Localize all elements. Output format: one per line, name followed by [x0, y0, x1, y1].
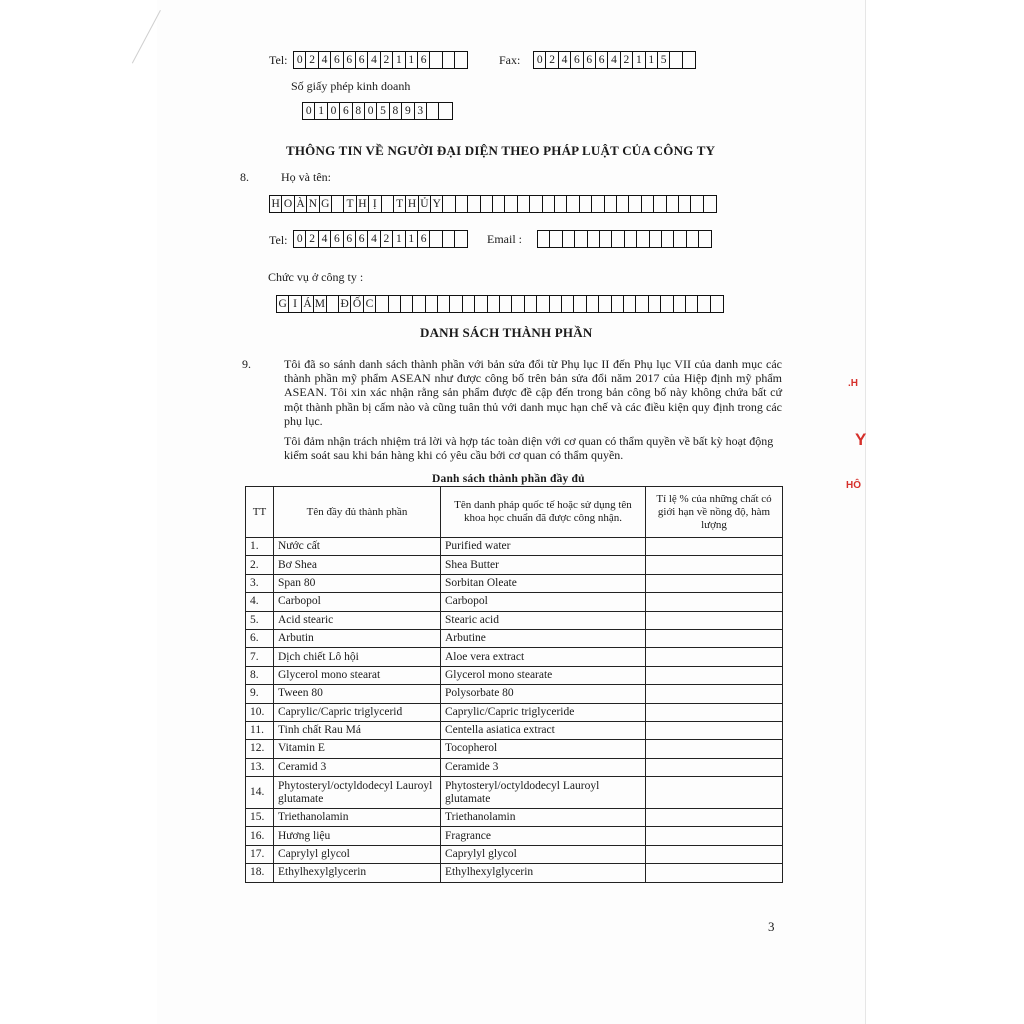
char-box: H: [270, 196, 282, 212]
char-box: [599, 296, 611, 312]
representative-title: THÔNG TIN VỀ NGƯỜI ĐẠI DIỆN THEO PHÁP LUẬT CỦA CÔNG TY: [286, 143, 716, 158]
char-box: [456, 196, 468, 212]
table-row: [246, 593, 783, 611]
row-number: 4.: [246, 593, 274, 611]
inci-name: Sorbitan Oleate: [441, 574, 646, 592]
row-number: 2.: [246, 556, 274, 574]
inci-name: Aloe vera extract: [441, 648, 646, 666]
char-box: [332, 196, 344, 212]
ingredients-table: [245, 486, 783, 883]
char-box: 2: [381, 231, 393, 247]
char-box: 4: [559, 52, 571, 68]
char-box: [625, 231, 637, 247]
char-box: [661, 296, 673, 312]
char-box: [488, 296, 500, 312]
inci-name: Glycerol mono stearate: [441, 666, 646, 684]
char-box: [500, 296, 512, 312]
char-box: 4: [608, 52, 620, 68]
char-box: 1: [393, 52, 405, 68]
char-box: [382, 196, 394, 212]
char-box: [563, 231, 575, 247]
char-box: [674, 231, 686, 247]
char-box: 3: [415, 103, 427, 119]
char-box: 0: [534, 52, 546, 68]
char-box: [493, 196, 505, 212]
char-box: À: [295, 196, 307, 212]
char-box: [525, 296, 537, 312]
char-box: [687, 231, 699, 247]
inci-name: Caprylyl glycol: [441, 845, 646, 863]
char-box: [654, 196, 666, 212]
char-box: [427, 103, 439, 119]
char-box: [450, 296, 462, 312]
char-box: [413, 296, 425, 312]
char-box: [637, 231, 649, 247]
concentration: [646, 611, 783, 629]
row-number: 17.: [246, 845, 274, 863]
concentration: [646, 593, 783, 611]
char-box: 2: [621, 52, 633, 68]
col-header-inci: Tên danh pháp quốc tế hoặc sử dụng tên khoa học chuẩn đã được công nhận.: [441, 487, 646, 538]
char-box: 6: [418, 52, 430, 68]
table-row: [246, 845, 783, 863]
stamp-fragment: .H: [848, 378, 858, 389]
row-number: 15.: [246, 809, 274, 827]
col-header-pct: Tỉ lệ % của những chất có giới hạn về nồng độ, hàm lượng: [646, 487, 783, 538]
row-number: 1.: [246, 538, 274, 556]
inci-name: Fragrance: [441, 827, 646, 845]
char-box: Y: [431, 196, 443, 212]
char-box: 6: [356, 52, 368, 68]
rep-tel-label: Tel:: [269, 233, 288, 247]
char-box: [550, 231, 562, 247]
row-number: 18.: [246, 864, 274, 882]
char-box: [642, 196, 654, 212]
char-box: I: [289, 296, 301, 312]
position-label: Chức vụ ở công ty :: [268, 270, 364, 284]
char-box: 1: [646, 52, 658, 68]
col-header-name: Tên đầy đủ thành phần: [274, 487, 441, 538]
char-box: [475, 296, 487, 312]
char-box: [438, 296, 450, 312]
concentration: [646, 845, 783, 863]
char-box: [327, 296, 339, 312]
char-box: [455, 231, 467, 247]
char-box: [550, 296, 562, 312]
ingredient-name: Tinh chất Rau Má: [274, 721, 441, 739]
char-box: 8: [353, 103, 365, 119]
char-box: 6: [356, 231, 368, 247]
ingredient-name: Tween 80: [274, 685, 441, 703]
table-row: [246, 758, 783, 776]
char-box: 8: [390, 103, 402, 119]
fax-boxes: [533, 51, 696, 69]
char-box: [612, 231, 624, 247]
ingredient-name: Vitamin E: [274, 740, 441, 758]
char-box: [636, 296, 648, 312]
row-number: 8.: [246, 666, 274, 684]
ingredients-table-body: [246, 538, 783, 883]
char-box: T: [394, 196, 406, 212]
char-box: [605, 196, 617, 212]
char-box: [538, 231, 550, 247]
ingredient-name: Glycerol mono stearat: [274, 666, 441, 684]
char-box: 1: [315, 103, 327, 119]
char-box: [512, 296, 524, 312]
char-box: [518, 196, 530, 212]
table-row: [246, 556, 783, 574]
char-box: [537, 296, 549, 312]
row-number: 13.: [246, 758, 274, 776]
declaration-paragraph-2: Tôi đảm nhận trách nhiệm trả lời và hợp tác toàn diện với cơ quan có thẩm quyền về bất kỳ hoạt động kiểm soát sau khi bán hàng khi có yêu cầu bởi cơ quan có thẩm quyền.: [284, 434, 774, 463]
char-box: O: [282, 196, 294, 212]
char-box: Đ: [339, 296, 351, 312]
concentration: [646, 758, 783, 776]
concentration: [646, 648, 783, 666]
concentration: [646, 777, 783, 809]
table-row: [246, 703, 783, 721]
char-box: [679, 196, 691, 212]
char-box: 6: [571, 52, 583, 68]
char-box: [698, 296, 710, 312]
inci-name: Caprylic/Capric triglyceride: [441, 703, 646, 721]
char-box: [670, 52, 682, 68]
ingredient-name: Arbutin: [274, 629, 441, 647]
char-box: [389, 296, 401, 312]
name-label: Họ và tên:: [281, 170, 331, 184]
row-number: 16.: [246, 827, 274, 845]
table-row: [246, 740, 783, 758]
char-box: [401, 296, 413, 312]
char-box: [649, 296, 661, 312]
char-box: 6: [340, 103, 352, 119]
char-box: [575, 231, 587, 247]
row-number: 12.: [246, 740, 274, 758]
char-box: [562, 296, 574, 312]
char-box: [699, 231, 711, 247]
ingredient-name: Nước cất: [274, 538, 441, 556]
char-box: 0: [294, 52, 306, 68]
char-box: G: [277, 296, 289, 312]
char-box: 0: [303, 103, 315, 119]
char-box: 6: [331, 52, 343, 68]
char-box: 2: [306, 52, 318, 68]
char-box: [588, 231, 600, 247]
char-box: [667, 196, 679, 212]
declaration-text: [284, 357, 782, 468]
page-number: 3: [768, 919, 775, 934]
char-box: 6: [344, 52, 356, 68]
tel-boxes: [293, 51, 468, 69]
char-box: 1: [393, 231, 405, 247]
char-box: 9: [402, 103, 414, 119]
char-box: [426, 296, 438, 312]
inci-name: Carbopol: [441, 593, 646, 611]
inci-name: Tocopherol: [441, 740, 646, 758]
concentration: [646, 864, 783, 882]
char-box: [481, 196, 493, 212]
char-box: H: [357, 196, 369, 212]
table-row: [246, 666, 783, 684]
table-row: [246, 809, 783, 827]
license-label: Số giấy phép kinh doanh: [291, 79, 411, 93]
char-box: 2: [306, 231, 318, 247]
char-box: [574, 296, 586, 312]
char-box: 5: [377, 103, 389, 119]
table-title: Danh sách thành phần đầy đủ: [432, 473, 585, 485]
concentration: [646, 740, 783, 758]
inci-name: Phytosteryl/octyldodecyl Lauroyl glutamate: [441, 777, 646, 809]
char-box: 1: [406, 52, 418, 68]
concentration: [646, 685, 783, 703]
concentration: [646, 666, 783, 684]
char-box: 6: [596, 52, 608, 68]
ingredient-name: Ceramid 3: [274, 758, 441, 776]
table-row: [246, 538, 783, 556]
concentration: [646, 538, 783, 556]
inci-name: Triethanolamin: [441, 809, 646, 827]
char-box: 4: [368, 231, 380, 247]
ingredient-name: Hương liệu: [274, 827, 441, 845]
char-box: [587, 296, 599, 312]
ingredient-name: Acid stearic: [274, 611, 441, 629]
row-number: 14.: [246, 777, 274, 809]
char-box: [430, 52, 442, 68]
char-box: 0: [365, 103, 377, 119]
char-box: [612, 296, 624, 312]
char-box: T: [344, 196, 356, 212]
inci-name: Shea Butter: [441, 556, 646, 574]
char-box: [617, 196, 629, 212]
char-box: Ủ: [419, 196, 431, 212]
char-box: 4: [368, 52, 380, 68]
inci-name: Purified water: [441, 538, 646, 556]
char-box: M: [314, 298, 325, 310]
char-box: [624, 296, 636, 312]
char-box: 1: [633, 52, 645, 68]
inci-name: Ethylhexylglycerin: [441, 864, 646, 882]
char-box: [430, 231, 442, 247]
char-box: [686, 296, 698, 312]
char-box: [592, 196, 604, 212]
row-number: 7.: [246, 648, 274, 666]
char-box: [376, 296, 388, 312]
concentration: [646, 574, 783, 592]
char-box: [600, 231, 612, 247]
char-box: 2: [546, 52, 558, 68]
row-number: 9.: [246, 685, 274, 703]
char-box: [683, 52, 695, 68]
char-box: 1: [406, 231, 418, 247]
char-box: Ố: [351, 296, 363, 312]
char-box: [629, 196, 641, 212]
char-box: H: [406, 196, 418, 212]
ingredient-name: Triethanolamin: [274, 809, 441, 827]
concentration: [646, 556, 783, 574]
name-boxes: [269, 195, 717, 213]
ingredient-name: Ethylhexylglycerin: [274, 864, 441, 882]
char-box: G: [320, 196, 332, 212]
char-box: 5: [658, 52, 670, 68]
row-number: 6.: [246, 629, 274, 647]
char-box: 2: [381, 52, 393, 68]
inci-name: Stearic acid: [441, 611, 646, 629]
char-box: [580, 196, 592, 212]
char-box: [543, 196, 555, 212]
char-box: Á: [302, 296, 314, 312]
concentration: [646, 703, 783, 721]
inci-name: Arbutine: [441, 629, 646, 647]
ingredient-name: Phytosteryl/octyldodecyl Lauroyl glutamate: [274, 777, 441, 809]
char-box: 4: [319, 231, 331, 247]
char-box: 6: [584, 52, 596, 68]
ingredient-name: Caprylyl glycol: [274, 845, 441, 863]
char-box: [530, 196, 542, 212]
char-box: 6: [418, 231, 430, 247]
item-number-9: 9.: [242, 357, 251, 371]
concentration: [646, 827, 783, 845]
table-row: [246, 827, 783, 845]
char-box: [443, 52, 455, 68]
ingredients-title: DANH SÁCH THÀNH PHẦN: [420, 325, 593, 340]
char-box: [455, 52, 467, 68]
fax-label: Fax:: [499, 53, 521, 67]
position-boxes: [276, 295, 724, 313]
char-box: C: [364, 296, 376, 312]
row-number: 5.: [246, 611, 274, 629]
char-box: 0: [294, 231, 306, 247]
char-box: [505, 196, 517, 212]
inci-name: Centella asiatica extract: [441, 721, 646, 739]
row-number: 10.: [246, 703, 274, 721]
char-box: 4: [319, 52, 331, 68]
table-row: [246, 648, 783, 666]
col-header-tt: TT: [246, 487, 274, 538]
char-box: 6: [331, 231, 343, 247]
table-row: [246, 721, 783, 739]
char-box: [650, 231, 662, 247]
char-box: [691, 196, 703, 212]
char-box: 0: [328, 103, 340, 119]
char-box: Ị: [369, 196, 381, 212]
char-box: [567, 196, 579, 212]
inci-name: Polysorbate 80: [441, 685, 646, 703]
ingredient-name: Caprylic/Capric triglycerid: [274, 703, 441, 721]
row-number: 3.: [246, 574, 274, 592]
inci-name: Ceramide 3: [441, 758, 646, 776]
char-box: [674, 296, 686, 312]
license-boxes: [302, 102, 453, 120]
char-box: [463, 296, 475, 312]
concentration: [646, 809, 783, 827]
concentration: [646, 721, 783, 739]
row-number: 11.: [246, 721, 274, 739]
char-box: [439, 103, 451, 119]
char-box: [443, 196, 455, 212]
tel-label: Tel:: [269, 53, 288, 67]
stamp-fragment: Y: [855, 430, 867, 449]
char-box: [443, 231, 455, 247]
table-row: [246, 685, 783, 703]
item-number-8: 8.: [240, 170, 249, 184]
char-box: [662, 231, 674, 247]
email-label: Email :: [487, 232, 522, 246]
char-box: [468, 196, 480, 212]
ingredient-name: Dịch chiết Lô hội: [274, 648, 441, 666]
table-row: [246, 629, 783, 647]
stamp-fragment: HÔ: [846, 480, 861, 491]
ingredient-name: Bơ Shea: [274, 556, 441, 574]
table-row: [246, 777, 783, 809]
char-box: [711, 296, 723, 312]
ingredient-name: Span 80: [274, 574, 441, 592]
char-box: [555, 196, 567, 212]
char-box: N: [307, 196, 319, 212]
concentration: [646, 629, 783, 647]
table-row: [246, 611, 783, 629]
char-box: 6: [344, 231, 356, 247]
rep-tel-boxes: [293, 230, 468, 248]
char-box: [704, 196, 716, 212]
table-row: [246, 574, 783, 592]
email-boxes: [537, 230, 712, 248]
ingredient-name: Carbopol: [274, 593, 441, 611]
declaration-paragraph-1: Tôi đã so sánh danh sách thành phần với bản sửa đổi từ Phụ lục II đến Phụ lục VII của danh mục các thành phần mỹ phẩm ASEAN như được công bố trên bản sửa đổi năm 2017 của Hiệp định mỹ phẩm ASEAN. Tôi xin xác nhận rằng sản phẩm được đề cập đến trong bản công bố này không chứa bất cứ một thành phần bị cấm nào và cũng tuân thủ với danh mục hạn chế và các điều kiện quy định trong các phụ lục.: [284, 357, 782, 428]
table-row: [246, 864, 783, 882]
